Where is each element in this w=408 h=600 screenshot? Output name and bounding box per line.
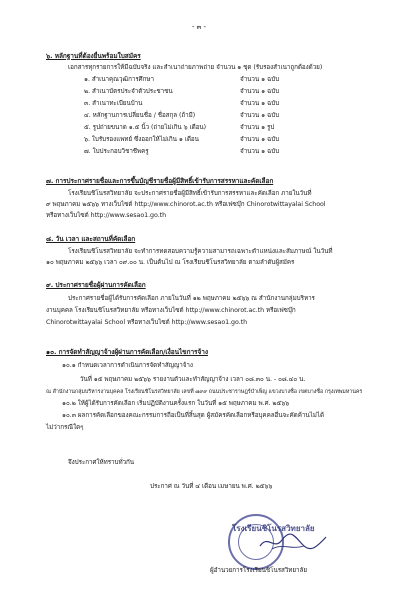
list-item-qty: จำนวน ๑ ฉบับ [240, 148, 280, 155]
section-8-line-2: ๑๐ พฤษภาคม ๒๕๖๖ เวลา ๐๙.๐๐ น. เป็นต้นไป ณ โรงเรียนชิโนรสวิทยาลัย ตามลำดับผู้สมัคร [46, 259, 295, 266]
list-item-qty: จำนวน ๑ ฉบับ [240, 136, 280, 143]
section-9-line-2: งานบุคคล โรงเรียนชิโนรสวิทยาลัย หรือทางเว็บไซต์ http://www.chinorot.ac.th หรือเฟซบุ๊ก [46, 307, 296, 314]
list-item: ๖. ใบรับรองแพทย์ ซึ่งออกให้ไม่เกิน ๑ เดือน [84, 136, 199, 143]
list-item-qty: จำนวน ๑ รูป [240, 124, 275, 131]
list-item: ๗. ใบประกอบวิชาชีพครู [84, 148, 149, 155]
list-item-qty: จำนวน ๑ ฉบับ [240, 112, 280, 119]
section-8-line-1: โรงเรียนชิโนรสวิทยาลัย จะทำการทดสอบความรู้ความสามารถเฉพาะตำแหน่งและสัมภาษณ์ ในวันที่ [68, 248, 333, 255]
section-10-line-3: ณ สำนักงานกลุ่มบริหารงานบุคคล โรงเรียนชิโนรสวิทยาลัย เลขที่ ๗๙๙ ถนนประชาราษฎร์บำเพ็ญ แขวงบางซื่อ เขตบางซื่อ กรุงเทพมหานคร [46, 389, 363, 395]
section-10-line-4: ๑๐.๒ ให้ผู้ได้รับการคัดเลือก เริ่มปฏิบัติงานครั้งแรก ในวันที่ ๑๕ พฤษภาคม พ.ศ. ๒๕๖๖ [62, 400, 290, 407]
section-7-line-2: ๙ พฤษภาคม ๒๕๖๖ ทางเว็บไซต์ http://www.chinorot.ac.th หรือเฟซบุ๊ก Chinorotwittayalai School [46, 201, 326, 208]
list-item: ๑. สำเนาคุณวุฒิการศึกษา [84, 76, 154, 83]
list-item: ๒. สำเนาบัตรประจำตัวประชาชน [84, 88, 173, 95]
section-7-line-3: หรือทางเว็บไซต์ http://www.sesao1.go.th [46, 212, 167, 219]
section-10-line-6: ไม่ว่ากรณีใดๆ [46, 424, 84, 431]
section-9-line-3: Chinorotwittayalai School หรือทางเว็บไซต์ http://www.sesao1.go.th [46, 319, 248, 326]
section-10-heading: ๑๐. การจัดทำสัญญาจ้างผู้ผ่านการคัดเลือก/เงื่อนไขการจ้าง [46, 348, 208, 356]
page-number: - ๓ - [192, 23, 207, 31]
section-6-heading: ๖. หลักฐานที่ต้องยื่นพร้อมใบสมัคร [46, 52, 141, 60]
signer-title: ผู้อำนวยการโรงเรียนชิโนรสวิทยาลัย [210, 567, 307, 574]
list-item: ๔. หลักฐานการเปลี่ยนชื่อ / ชื่อสกุล (ถ้ามี) [84, 112, 196, 119]
section-9-heading: ๙. ประกาศรายชื่อผู้ผ่านการคัดเลือก [46, 281, 146, 289]
section-10-line-5: ๑๐.๓ ผลการคัดเลือกของคณะกรรมการถือเป็นที่สิ้นสุด ผู้สมัครคัดเลือกหรือบุคคลอื่นจะคัดค้านไม่ได้ [62, 412, 324, 419]
section-7-line-1: โรงเรียนชิโนรสวิทยาลัย จะประกาศรายชื่อผู้มีสิทธิ์เข้ารับการสรรหาและคัดเลือก ภายในวันที่ [68, 190, 312, 197]
list-item-qty: จำนวน ๑ ฉบับ [240, 100, 280, 107]
signature-mark [258, 531, 328, 553]
list-item: ๓. สำเนาทะเบียนบ้าน [84, 100, 143, 107]
closing-announcement: จึงประกาศให้ทราบทั่วกัน [68, 459, 135, 466]
section-8-heading: ๘. วัน เวลา และสถานที่คัดเลือก [46, 235, 136, 243]
section-9-line-1: ประกาศรายชื่อผู้ได้รับการคัดเลือก ภายในวันที่ ๑๒ พฤษภาคม ๒๕๖๖ ณ สำนักงานกลุ่มบริหาร [68, 295, 315, 302]
section-7-heading: ๗. การประกาศรายชื่อและการขึ้นบัญชีรายชื่อผู้มีสิทธิ์เข้ารับการสรรหาและคัดเลือก [46, 177, 274, 185]
list-item-qty: จำนวน ๑ ฉบับ [240, 88, 280, 95]
list-item: ๕. รูปถ่ายขนาด ๑.๕ นิ้ว (ถ่ายไม่เกิน ๖ เดือน) [84, 124, 207, 131]
section-10-line-1: ๑๐.๑ กำหนดเวลาการดำเนินการจัดทำสัญญาจ้าง [62, 362, 193, 369]
list-item-qty: จำนวน ๑ ฉบับ [240, 76, 280, 83]
seal-text: โรงเรียนชิโนรสวิทยาลัย [232, 524, 315, 533]
section-10-line-2: วันที่ ๑๕ พฤษภาคม ๒๕๖๖ รายงานตัวและทำสัญญาจ้าง เวลา ๐๘.๓๐ น. - ๐๘.๔๐ น. [80, 376, 306, 383]
section-6-intro: เอกสารทุกรายการให้มีฉบับจริง และสำเนาถ่ายภาพถ่าย จำนวน ๑ ชุด (รับรองสำเนาถูกต้องด้วย) [68, 64, 323, 71]
announcement-date: ประกาศ ณ วันที่ ๔ เดือน เมษายน พ.ศ. ๒๕๖๖ [150, 483, 273, 490]
